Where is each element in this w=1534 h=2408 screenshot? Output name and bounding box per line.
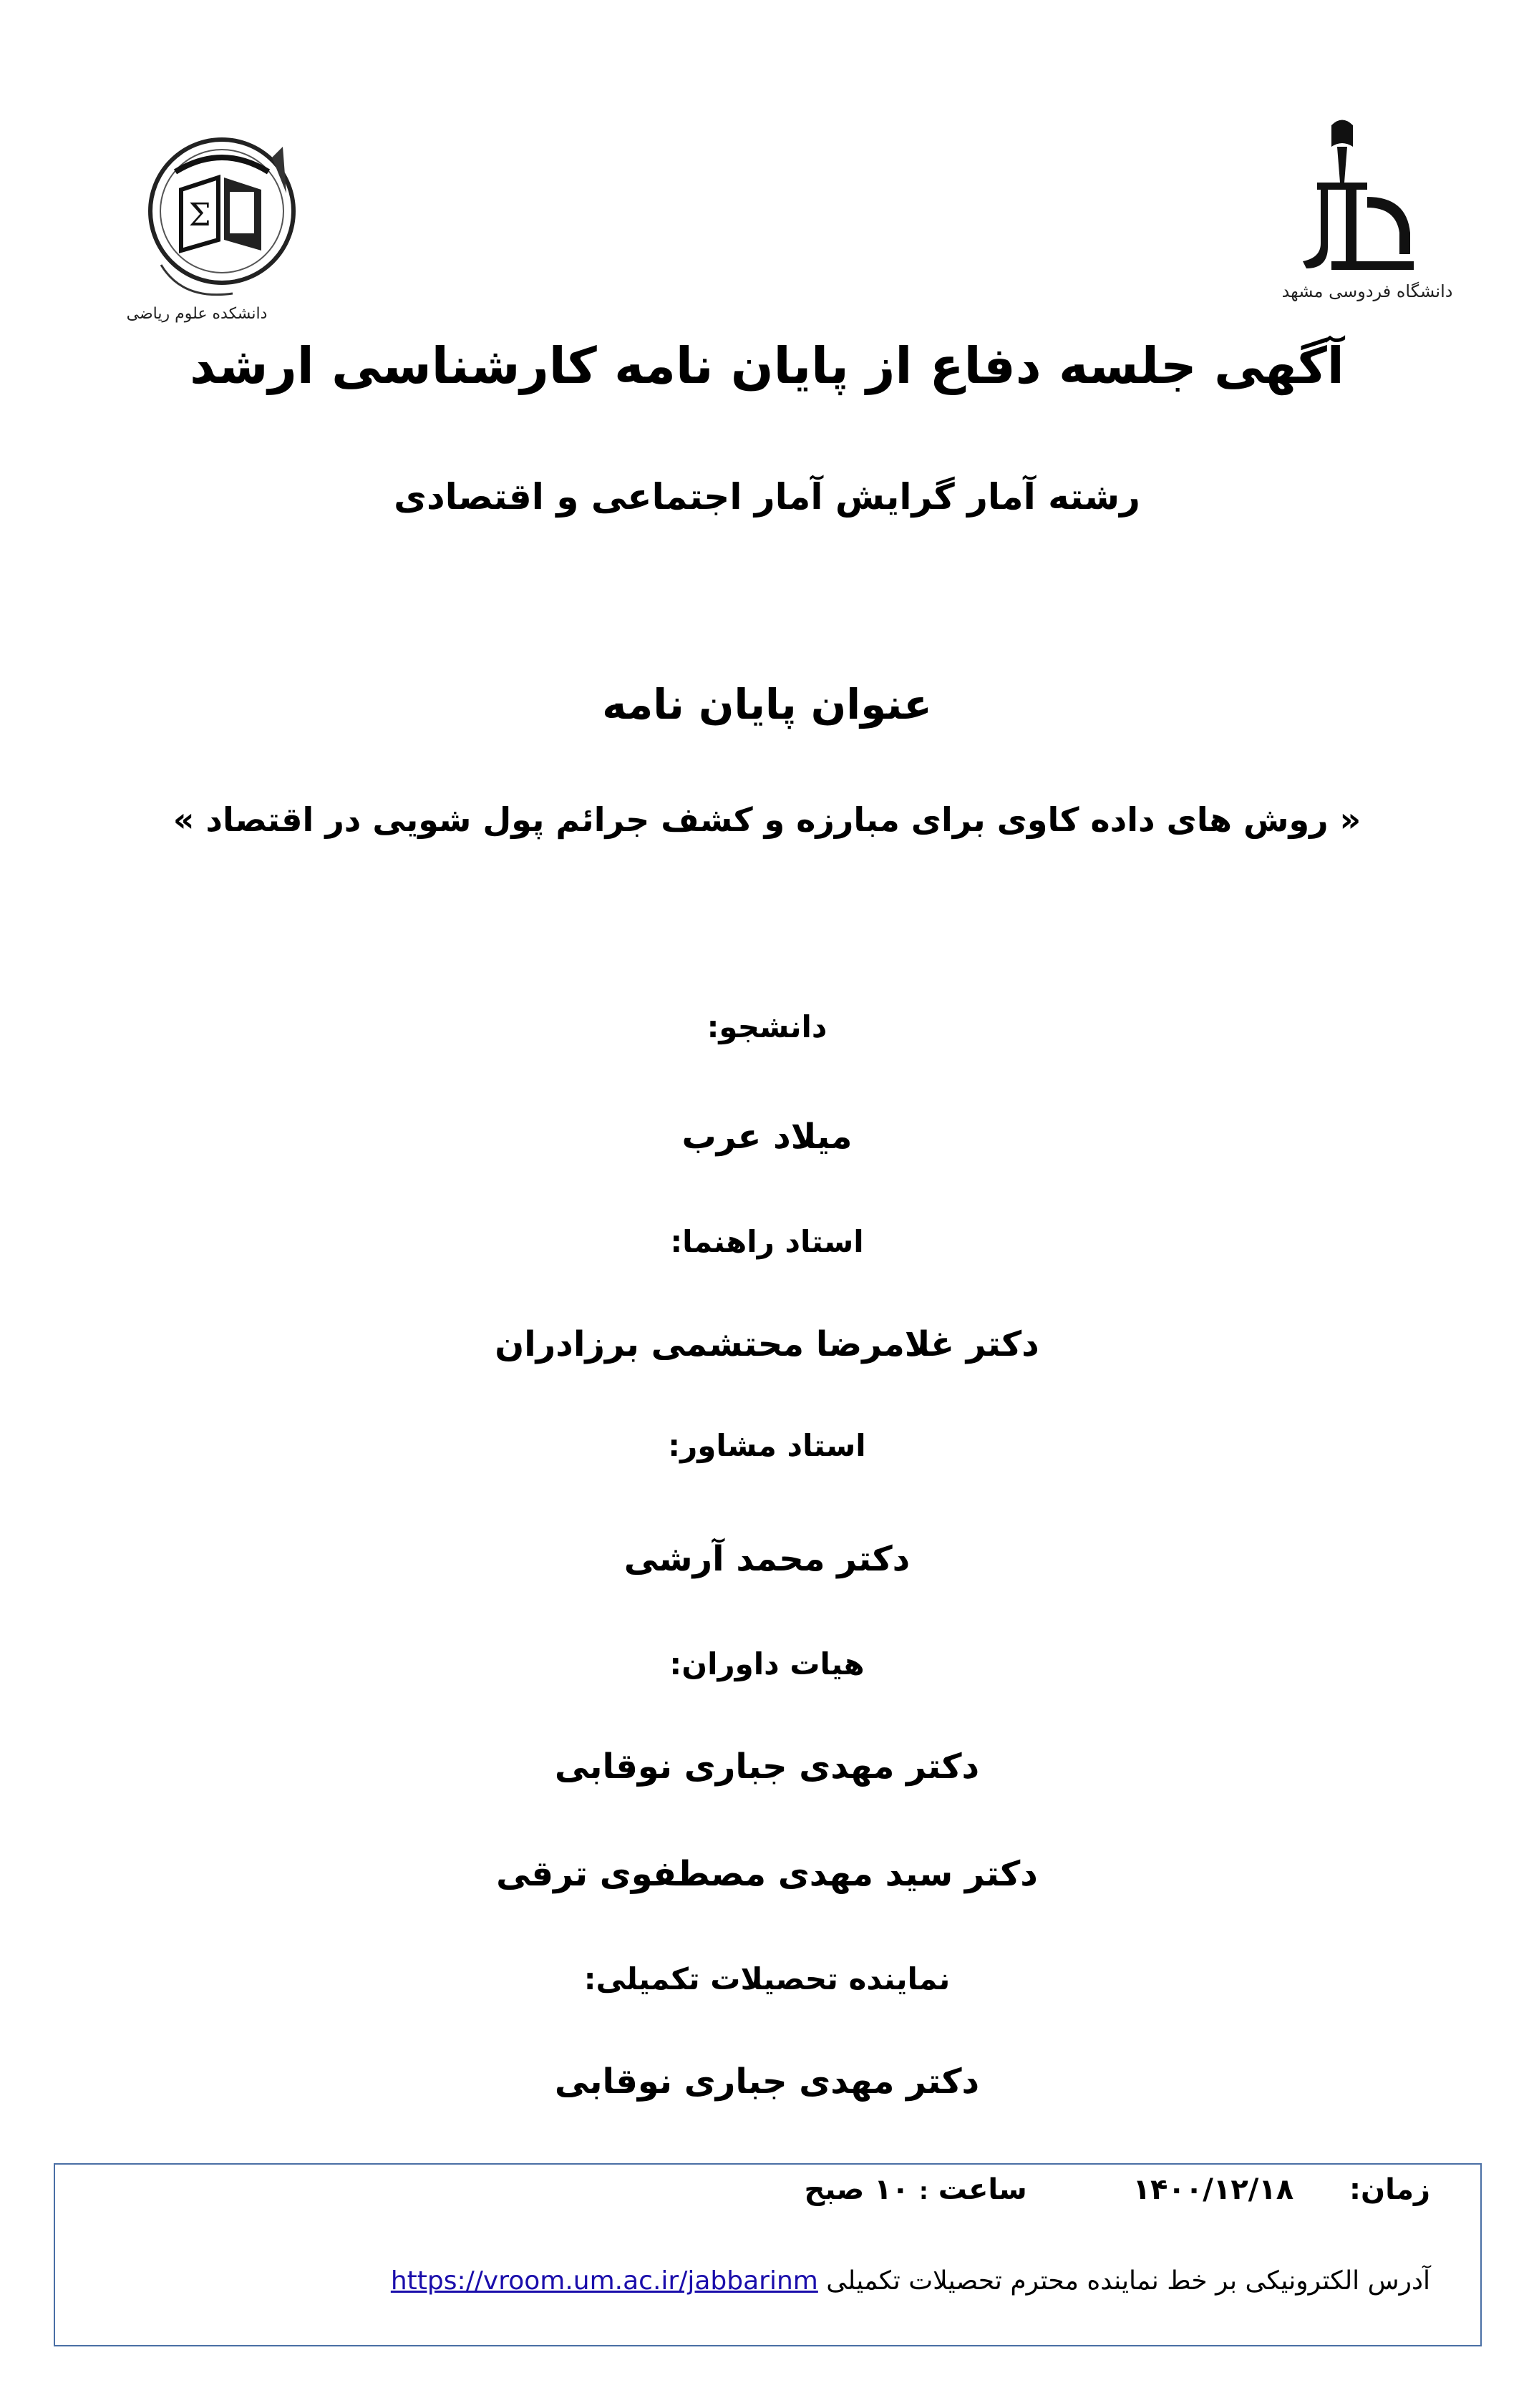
- hour-label: ساعت: [938, 2173, 1027, 2206]
- advisor-label: استاد مشاور:: [668, 1428, 866, 1463]
- representative-name: دکتر مهدی جباری نوقابی: [554, 2062, 980, 2102]
- university-logo-icon: [1281, 118, 1453, 311]
- field-of-study: رشته آمار گرایش آمار اجتماعی و اقتصادی: [394, 476, 1140, 518]
- supervisor-name: دکتر غلامرضا محتشمی برزادران: [495, 1324, 1039, 1364]
- page-title: آگهی جلسه دفاع از پایان نامه کارشناسی ارشد: [190, 336, 1344, 395]
- address-text: آدرس الکترونیکی بر خط نماینده محترم تحصیلات تکمیلی: [826, 2266, 1430, 2296]
- svg-text:دانشگاه فردوسی مشهد: دانشگاه فردوسی مشهد: [1281, 281, 1453, 301]
- judges-label: هیات داوران:: [669, 1646, 865, 1681]
- thesis-heading: عنوان پایان نامه: [602, 680, 932, 729]
- advisor-name: دکتر محمد آرشی: [623, 1539, 911, 1579]
- student-name: میلاد عرب: [681, 1117, 853, 1157]
- hour-separator: :: [919, 2178, 928, 2205]
- supervisor-label: استاد راهنما:: [670, 1224, 864, 1259]
- defense-date: ۱۴۰۰/۱۲/۱۸: [1132, 2173, 1294, 2206]
- thesis-title: « روش های داده کاوی برای مبارزه و کشف جرائم پول شویی در اقتصاد »: [173, 800, 1361, 839]
- online-room-link[interactable]: https://vroom.um.ac.ir/jabbarinm: [390, 2266, 818, 2296]
- judge-name: دکتر مهدی جباری نوقابی: [554, 1747, 980, 1787]
- info-box: [54, 2163, 1482, 2346]
- representative-label: نماینده تحصیلات تکمیلی:: [583, 1961, 951, 1996]
- svg-text:Σ: Σ: [188, 197, 211, 233]
- schedule-row: [805, 2173, 1431, 2206]
- faculty-logo-icon: [126, 115, 311, 329]
- time-label: زمان:: [1349, 2173, 1430, 2206]
- defense-hour: ۱۰ صبح: [804, 2173, 910, 2206]
- student-label: دانشجو:: [707, 1009, 827, 1044]
- judge-name: دکتر سید مهدی مصطفوی ترقی: [496, 1854, 1038, 1894]
- address-row: [391, 2266, 1430, 2296]
- svg-text:دانشکده علوم ریاضی: دانشکده علوم ریاضی: [126, 305, 268, 323]
